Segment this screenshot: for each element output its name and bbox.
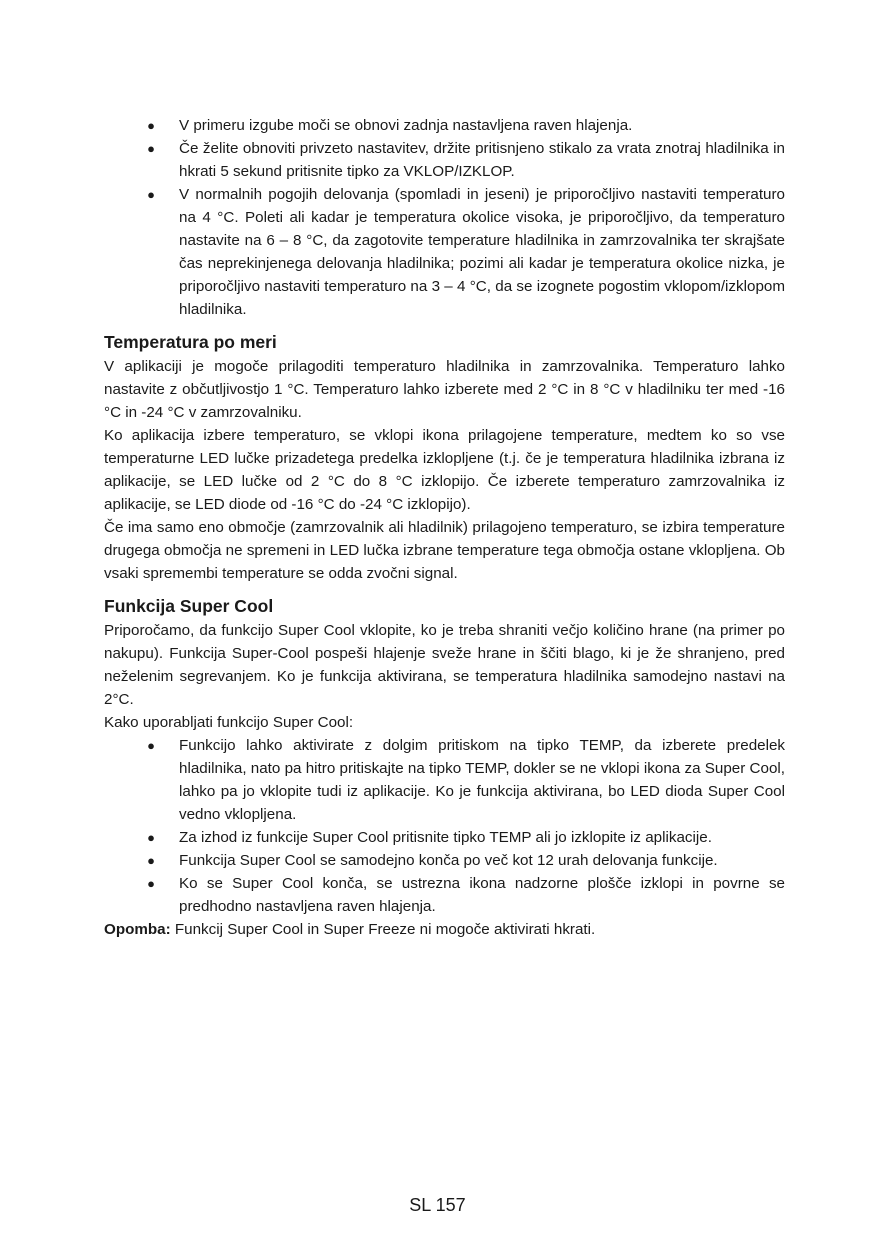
list-item-text: Če želite obnoviti privzeto nastavitev, držite pritisnjeno stikalo za vrata znotraj hladilnika in hkrati 5 sekund pritisnite tipko za VKLOP/IZKLOP. xyxy=(179,140,785,180)
paragraph: Če ima samo eno območje (zamrzovalnik ali hladilnik) prilagojeno temperaturo, se izbira temperature drugega območja ne spremeni in LED lučka izbrane temperature tega območja ostane vklopljena. Ob vsaki spremembi temperature se odda zvočni signal. xyxy=(104,519,785,582)
page-number: SL 157 xyxy=(409,1195,466,1215)
list-item xyxy=(104,114,785,137)
bullet-icon: ● xyxy=(147,853,155,868)
list-item-text: Funkcijo lahko aktivirate z dolgim pritiskom na tipko TEMP, da izberete predelek hladilnika, nato pa hitro pritiskajte na tipko TEMP, dokler se ne vklopi ikona za Super Cool, lahko pa jo vklopite tudi iz aplikacije. Ko je funkcija aktivirana, bo LED dioda Super Cool vedno vklopljena. xyxy=(179,737,785,823)
section-heading-super-cool: Funkcija Super Cool xyxy=(104,596,274,616)
list-item-text: V primeru izgube moči se obnovi zadnja nastavljena raven hlajenja. xyxy=(179,117,633,134)
top-bullet-list xyxy=(104,114,785,321)
bullet-icon: ● xyxy=(147,738,155,753)
section-heading-custom-temperature: Temperatura po meri xyxy=(104,332,277,352)
list-item-text: Za izhod iz funkcije Super Cool pritisnite tipko TEMP ali jo izklopite iz aplikacije. xyxy=(179,829,712,846)
paragraph: V aplikaciji je mogoče prilagoditi temperaturo hladilnika in zamrzovalnika. Temperaturo lahko nastavite z občutljivostjo 1 °C. Temperaturo lahko izberete med 2 °C in 8 °C v hladilniku ter med -16 °C in -24 °C v zamrzovalniku. xyxy=(104,358,785,421)
list-item xyxy=(104,826,785,849)
note xyxy=(104,918,785,941)
list-item-text: Ko se Super Cool konča, se ustrezna ikona nadzorne plošče izklopi in povrne se predhodno nastavljena raven hlajenja. xyxy=(179,875,785,915)
list-item-text: Funkcija Super Cool se samodejno konča po več kot 12 urah delovanja funkcije. xyxy=(179,852,718,869)
list-item xyxy=(104,872,785,918)
bullet-icon: ● xyxy=(147,141,155,156)
paragraph: Priporočamo, da funkcijo Super Cool vklopite, ko je treba shraniti večjo količino hrane (na primer po nakupu). Funkcija Super-Cool pospeši hlajenje sveže hrane in ščiti blago, ki je že shranjeno, pred neželenim segrevanjem. Ko je funkcija aktivirana, se temperatura hladilnika samodejno nastavi na 2°C. xyxy=(104,622,785,708)
paragraph: Kako uporabljati funkcijo Super Cool: xyxy=(104,714,354,731)
bullet-icon: ● xyxy=(147,187,155,202)
document-body xyxy=(104,114,785,941)
list-item xyxy=(104,137,785,183)
super-cool-bullet-list xyxy=(104,734,785,918)
paragraph: Ko aplikacija izbere temperaturo, se vklopi ikona prilagojene temperature, medtem ko so vse temperaturne LED lučke prizadetega predelka izklopljene (t.j. če je temperatura hladilnika izbrana iz aplikacije, se LED lučke od 2 °C do 8 °C izklopijo. Če izberete temperaturo zamrzovalnika iz aplikacije, se LED diode od -16 °C do -24 °C izklopijo). xyxy=(104,427,785,513)
list-item-text: V normalnih pogojih delovanja (spomladi in jeseni) je priporočljivo nastaviti temperaturo na 4 °C. Poleti ali kadar je temperatura okolice visoka, je priporočljivo, da temperaturo nastavite na 6 – 8 °C, da zagotovite temperature hladilnika in zamrzovalnika ter skrajšate čas neprekinjenega delovanja hladilnika; pozimi ali kadar je temperatura okolice nizka, je priporočljivo nastaviti temperaturo na 3 – 4 °C, da se izognete pogostim vklopom/izklopom hladilnika. xyxy=(179,186,785,318)
list-item xyxy=(104,849,785,872)
note-text: Funkcij Super Cool in Super Freeze ni mogoče aktivirati hkrati. xyxy=(170,921,596,938)
bullet-icon: ● xyxy=(147,830,155,845)
note-label: Opomba: xyxy=(104,921,171,938)
bullet-icon: ● xyxy=(147,118,155,133)
bullet-icon: ● xyxy=(147,876,155,891)
list-item xyxy=(104,734,785,826)
list-item xyxy=(104,183,785,321)
